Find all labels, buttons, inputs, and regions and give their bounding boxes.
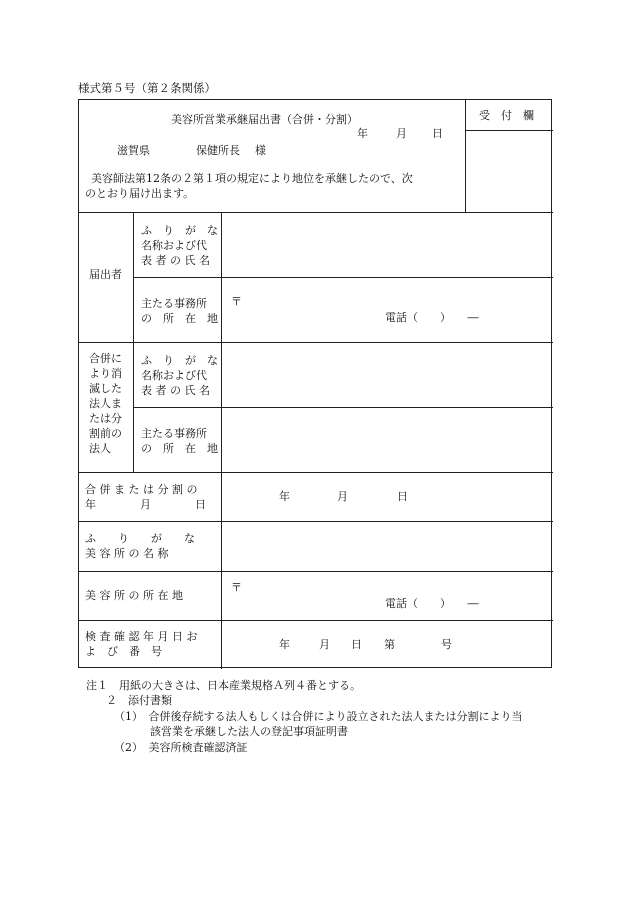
dissolved-group-label-1: 合併に: [89, 352, 122, 365]
merger-date-label-2: 年 月 日: [85, 498, 206, 511]
inspection-go-label: 号: [441, 638, 452, 651]
applicant-office-label: 主たる事務所: [141, 297, 207, 310]
applicant-furigana-label: ふ り が な: [141, 224, 218, 237]
applicant-postal-mark: 〒: [231, 295, 242, 308]
note-item1-line2: 該営業を承継した法人の登記事項証明書: [150, 725, 348, 738]
dissolved-group-label-2: より消: [89, 367, 122, 380]
merger-day-label: 日: [397, 490, 408, 503]
date-day-label: 日: [432, 127, 443, 140]
inspection-label-1: 検 査 確 認 年 月 日 お: [85, 630, 198, 643]
honorific: 様: [255, 144, 266, 157]
applicant-name-label: 名称および代: [141, 239, 207, 252]
note-1: 注１ 用紙の大きさは、日本産業規格Ａ列４番とする。: [86, 679, 361, 692]
salon-phone: 電話（ ） ―: [385, 597, 479, 610]
dissolved-group-label-5: たは分: [89, 412, 122, 425]
merger-year-label: 年: [279, 490, 290, 503]
dissolved-furigana-label: ふ り が な: [141, 354, 218, 367]
dissolved-group-label-3: 滅した: [89, 382, 122, 395]
form-number: 様式第５号（第２条関係）: [78, 81, 216, 95]
dissolved-rep-label: 表 者 の 氏 名: [141, 384, 210, 397]
inspection-month-label: 月: [319, 638, 330, 651]
header-bottom-line: [79, 212, 553, 213]
form-title: 美容所営業承継届出書（合併・分割）: [171, 113, 358, 126]
applicant-phone: 電話（ ） ―: [385, 311, 479, 324]
reception-label: 受 付 欄: [479, 109, 534, 122]
dissolved-location-label: の 所 在 地: [141, 442, 218, 455]
inspection-label-2: よ び 番 号: [85, 645, 162, 658]
dissolved-group-label-6: 割前の: [89, 427, 122, 440]
note-2: ２ 添付書類: [106, 694, 172, 707]
statement-line1: 美容師法第12条の２第１項の規定により地位を承継したので、次: [91, 172, 413, 185]
dissolved-office-label: 主たる事務所: [141, 427, 207, 440]
statement-line2: のとおり届け出ます。: [85, 187, 195, 200]
applicant-group-label: 届出者: [89, 268, 122, 281]
inspection-dai-label: 第: [384, 638, 395, 651]
salon-furigana-label: ふ り が な: [85, 532, 195, 545]
form-table: [78, 99, 552, 668]
note-item1-line1: （1） 合併後存続する法人もしくは合併により設立された法人または分割により当: [114, 710, 523, 723]
inspection-day-label: 日: [351, 638, 362, 651]
health-office: 保健所長: [196, 144, 240, 157]
salon-postal-mark: 〒: [231, 581, 242, 594]
dissolved-group-label-4: 法人ま: [89, 397, 122, 410]
merger-month-label: 月: [337, 490, 348, 503]
inspection-year-label: 年: [279, 638, 290, 651]
note-item2: （2） 美容所検査確認済証: [114, 741, 248, 754]
salon-location-label: 美 容 所 の 所 在 地: [85, 589, 183, 602]
applicant-rep-label: 表 者 の 氏 名: [141, 254, 210, 267]
reception-header-line: [465, 130, 553, 131]
applicant-location-label: の 所 在 地: [141, 312, 218, 325]
salon-name-label: 美 容 所 の 名 称: [85, 547, 169, 560]
prefecture: 滋賀県: [117, 144, 150, 157]
date-year-label: 年: [357, 127, 368, 140]
label-divider: [221, 212, 222, 669]
dissolved-name-label: 名称および代: [141, 369, 207, 382]
dissolved-group-label-7: 法人: [89, 442, 111, 455]
merger-date-label-1: 合 併 ま た は 分 割 の: [85, 483, 198, 496]
date-month-label: 月: [396, 127, 407, 140]
reception-divider: [465, 100, 466, 213]
